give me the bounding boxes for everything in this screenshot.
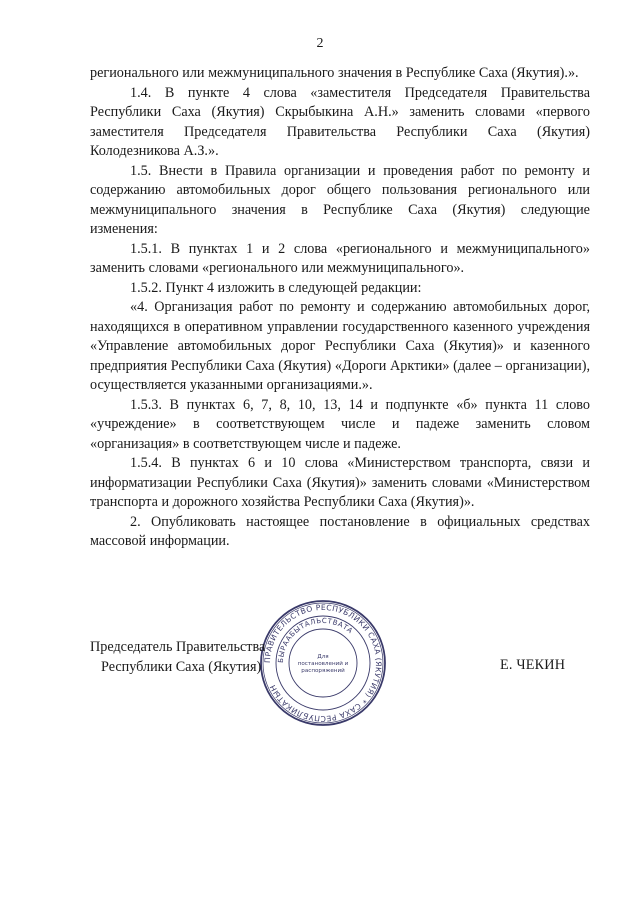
page-number: 2 xyxy=(316,36,324,51)
paragraph: 1.5.2. Пункт 4 изложить в следующей редакции: xyxy=(130,279,422,296)
paragraph: регионального или межмуниципального значения в Республике Саха (Якутия).». xyxy=(90,65,579,81)
signatory-title-line2: Республики Саха (Якутия) xyxy=(101,659,262,675)
signatory-title xyxy=(90,637,265,677)
paragraph: 1.5. Внести в Правила организации и проведения работ по ремонту и содержанию автомобильных дорог общего пользования регионального или межмуниципального значения в Республике Саха (Якутия) следующие изменения: xyxy=(90,162,590,237)
paragraph: 1.5.1. В пунктах 1 и 2 слова «регионального и межмуниципального» заменить словами «регионального или межмуниципального». xyxy=(90,240,590,276)
paragraph: 1.4. В пункте 4 слова «заместителя Председателя Правительства Республики Саха (Якутия) Скрыбыкина А.Н.» заменить словами «первого заместителя Председателя Правительства Республики Саха (Якутия) Колодезникова А.З.». xyxy=(90,84,590,159)
seal-inner-text: БЫРААБЫТАЛЬСТВАТА xyxy=(276,616,355,664)
seal-outer-text: ПРАВИТЕЛЬСТВО РЕСПУБЛИКИ САХА (ЯКУТИЯ) * САХА РЕСПУБЛИКАТЫН xyxy=(262,602,384,724)
paragraph: 2. Опубликовать настоящее постановление в официальных средствах массовой информации. xyxy=(90,513,590,549)
paragraph: 1.5.4. В пунктах 6 и 10 слова «Министерством транспорта, связи и информатизации Республики Саха (Якутия)» заменить словами «Министерством транспорта и дорожного хозяйства Республики Саха (Якутия)». xyxy=(90,455,590,510)
signatory-name: Е. ЧЕКИН xyxy=(500,657,566,673)
paragraph: 1.5.3. В пунктах 6, 7, 8, 10, 13, 14 и подпункте «б» пункта 11 слово «учреждение» в соответствующем числе и падеже заменить словом «организация» в соответствующем числе и падеже. xyxy=(90,396,590,452)
document-body xyxy=(90,64,590,552)
seal-center-line3: распоряжений xyxy=(301,668,345,674)
seal-center-line1: Для xyxy=(317,654,329,660)
official-seal xyxy=(258,598,388,728)
seal-center-line2: постановлений и xyxy=(297,661,349,667)
signatory-title-line1: Председатель Правительства xyxy=(90,639,266,655)
paragraph: «4. Организация работ по ремонту и содержанию автомобильных дорог, находящихся в оперативном управлении государственного казенного учреждения «Управление автомобильных дорог Республики Саха (Якутия)» и казенного предприятия Республики Саха (Якутия) «Дороги Арктики» (далее – организации), осуществляется указанными организациями.». xyxy=(90,299,590,393)
